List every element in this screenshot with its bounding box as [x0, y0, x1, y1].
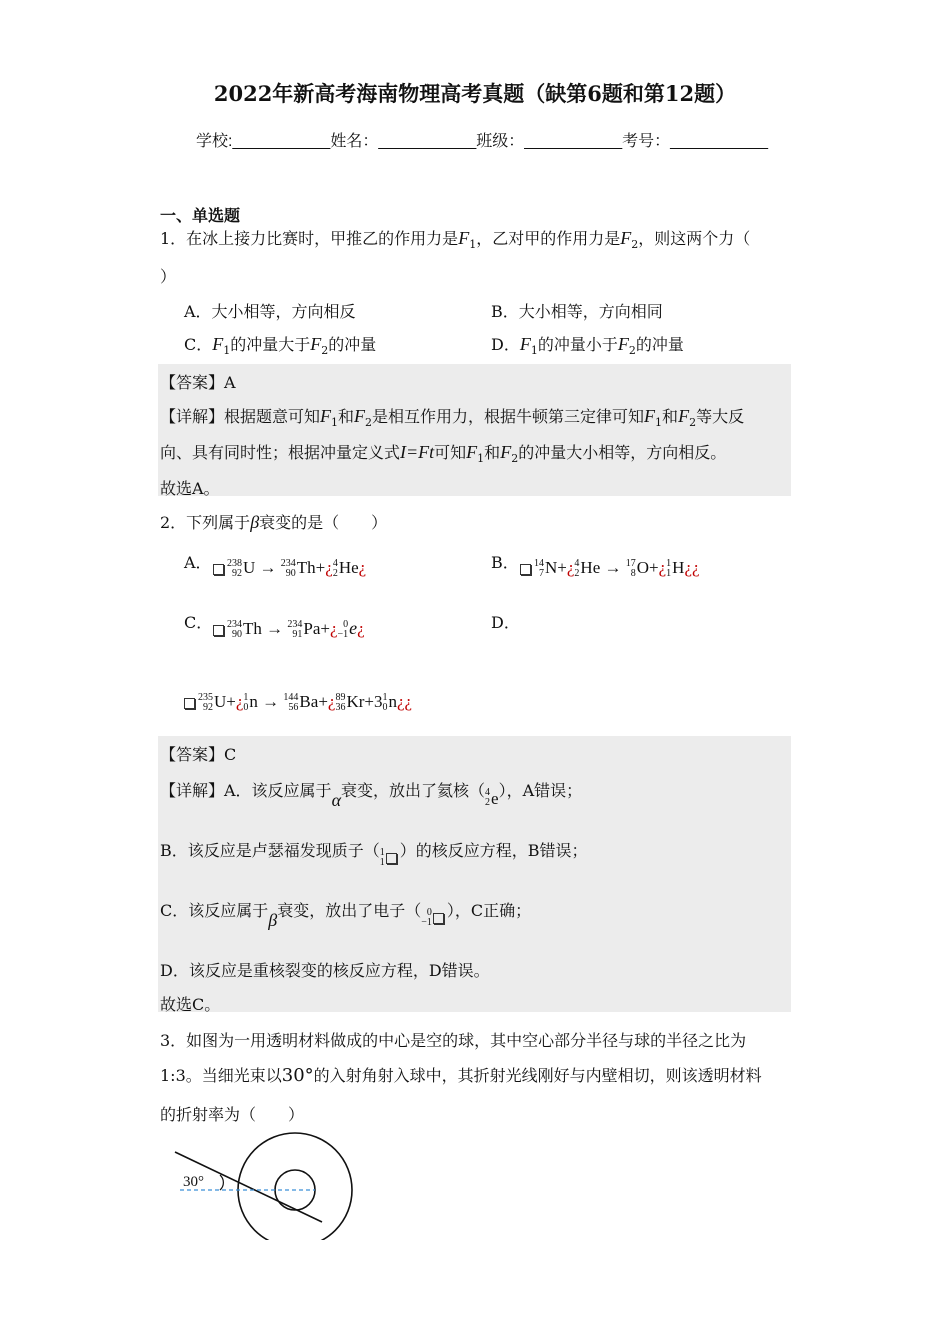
q2-option-d-equation[interactable]: 235 92 U+¿ 1 0 n → 144 56 Ba+¿ 89 36 Kr+3 1 0 n¿¿: [184, 692, 412, 713]
q2-option-c-label[interactable]: C．: [184, 613, 213, 632]
q1-answer-block: [158, 364, 791, 496]
q1-option-a[interactable]: A．大小相等，方向相反: [184, 302, 356, 321]
q3-stem-line2: 1:3。当细光束以30°的入射角射入球中，其折射光线刚好与内壁相切，则该透明材料: [160, 1065, 762, 1086]
q1-detail-line1: 【详解】根据题意可知$F_1$和$F_2$是相互作用力，根据牛顿第三定律可知$F_1$和$F_2$等大反: [160, 406, 745, 430]
q2-detail-d: D．该反应是重核裂变的核反应方程，D错误。: [160, 961, 490, 980]
outer-sphere-circle: [238, 1133, 352, 1240]
q3-stem-line3: 的折射率为（ ）: [160, 1105, 305, 1124]
missing-glyph-icon: [184, 698, 195, 709]
q1-stem-line2: ）: [160, 267, 177, 286]
q1-detail-line2: 向、具有同时性；根据冲量定义式I=Ft可知$F_1$和$F_2$的冲量大小相等，方向相反。: [160, 442, 727, 466]
angle-label: 30°: [183, 1174, 204, 1190]
q2-option-b-equation[interactable]: 14 7 N+¿ 4 2 He → 17 8 O+¿ 1 1 H¿¿: [520, 558, 700, 579]
q1-stem-line1: 1．在冰上接力比赛时，甲推乙的作用力是$F_1$，乙对甲的作用力是$F_2$，则这两个力（: [160, 228, 751, 252]
q1-answer: 【答案】A: [160, 373, 236, 392]
missing-glyph-icon: [433, 913, 444, 924]
q2-stem: 2．下列属于β衰变的是（ ）: [160, 512, 388, 532]
q2-option-d-label[interactable]: D．: [491, 613, 520, 632]
page-title: 2022年新高考海南物理高考真题（缺第6题和第12题）: [213, 81, 737, 106]
missing-glyph-icon: [520, 564, 531, 575]
missing-glyph-icon: [213, 625, 224, 636]
missing-glyph-icon: [213, 564, 224, 575]
q1-conclusion: 故选A。: [160, 479, 220, 498]
q2-option-a-label[interactable]: A．: [184, 553, 212, 572]
q3-stem-line1: 3．如图为一用透明材料做成的中心是空的球，其中空心部分半径与球的半径之比为: [160, 1031, 747, 1050]
q2-option-c-equation[interactable]: 234 90 Th → 234 91 Pa+¿ 0 −1 e¿: [213, 618, 365, 640]
q1-option-d[interactable]: D．$F_1$的冲量小于$F_2$的冲量: [491, 334, 684, 358]
q2-detail-b: B．该反应是卢瑟福发现质子（ 1 1 ）的核反应方程，B错误；: [160, 841, 588, 869]
q1-option-b[interactable]: B．大小相等，方向相同: [491, 302, 663, 321]
student-info-line: 学校:___________姓名：___________班级：___________考号：___________: [196, 133, 768, 150]
q2-answer: 【答案】C: [160, 745, 237, 764]
q2-detail-c: C．该反应属于β衰变，放出了电子（ 0 −1 ），C正确；: [160, 901, 532, 930]
q2-conclusion: 故选C。: [160, 995, 221, 1014]
section-heading: 一、单选题: [160, 206, 241, 225]
q2-detail-a: 【详解】A．该反应属于α衰变，放出了氦核（ 4 2 e），A错误；: [160, 781, 583, 810]
q1-option-c[interactable]: C．$F_1$的冲量大于$F_2$的冲量: [184, 334, 377, 358]
angle-arc: [220, 1175, 223, 1190]
q2-option-b-label[interactable]: B．: [491, 553, 519, 572]
q3-hollow-sphere-figure: [170, 1130, 370, 1240]
missing-glyph-icon: [386, 853, 397, 864]
q2-option-a-equation[interactable]: 238 92 U → 234 90 Th+¿ 4 2 He¿: [213, 558, 366, 579]
